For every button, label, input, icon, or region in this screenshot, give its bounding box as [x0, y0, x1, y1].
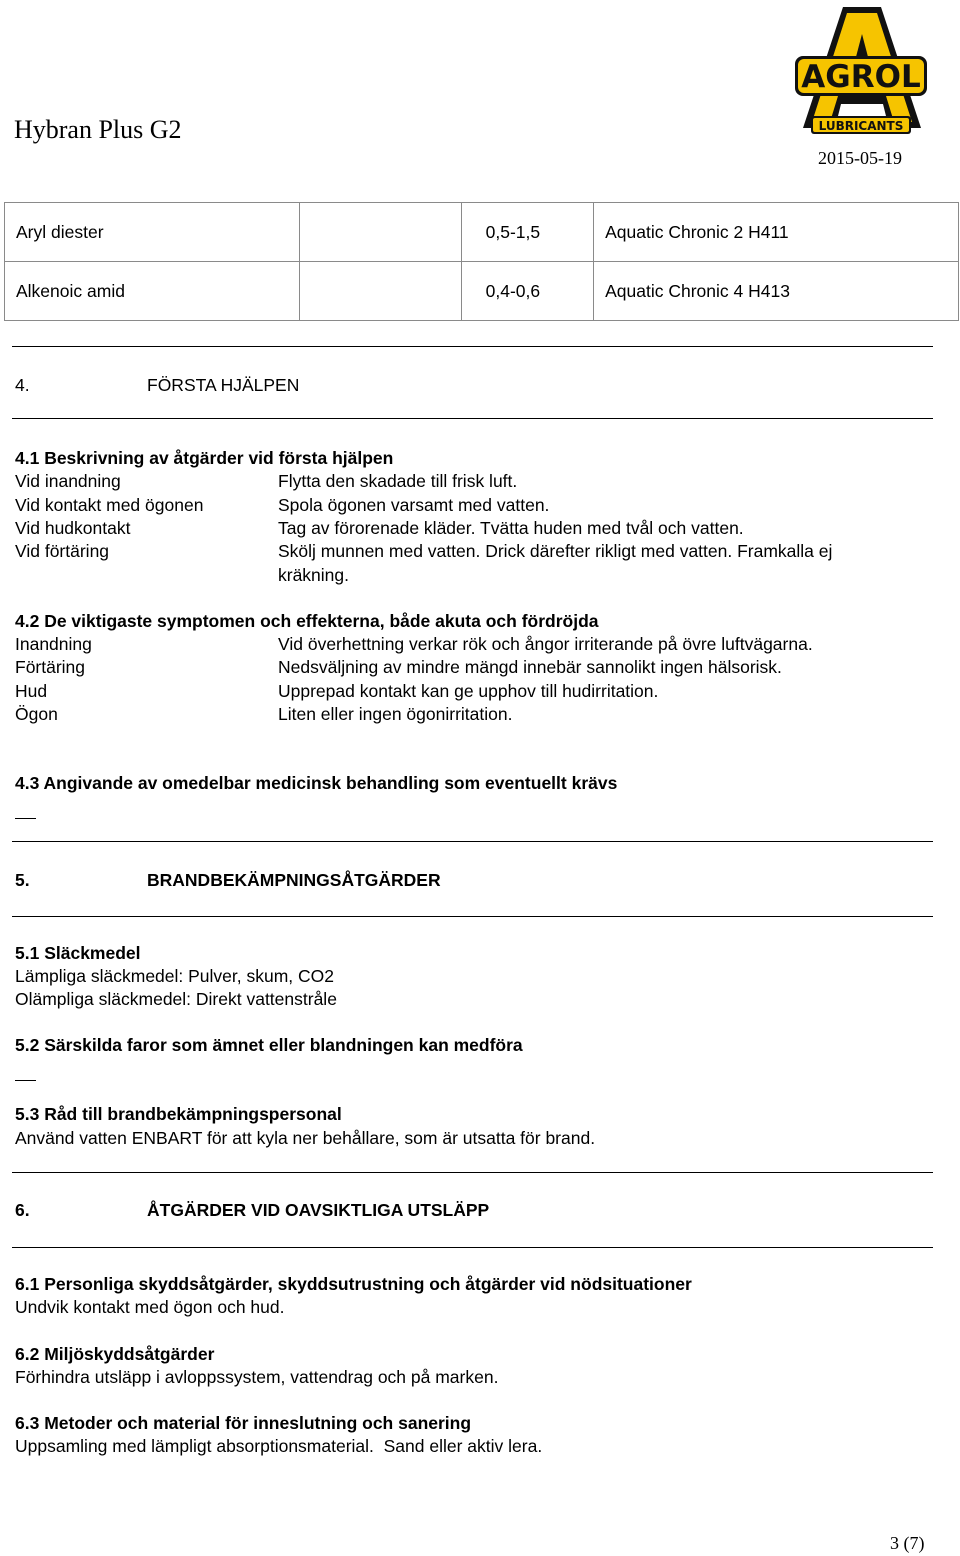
- agrol-logo: [793, 4, 929, 138]
- component-concentration: 0,5-1,5: [461, 203, 593, 262]
- components-table: [4, 202, 959, 321]
- table-row: [5, 203, 959, 262]
- subsection-6-2-heading: 6.2 Miljöskyddsåtgärder: [15, 1344, 215, 1364]
- subsection-6-1-line: Undvik kontakt med ögon och hud.: [15, 1297, 285, 1317]
- component-concentration: 0,4-0,6: [461, 262, 593, 321]
- subsection-6-2-line: Förhindra utsläpp i avloppssystem, vattendrag och på marken.: [15, 1367, 499, 1387]
- table-row: [5, 262, 959, 321]
- document-title: Hybran Plus G2: [14, 115, 182, 144]
- first-aid-text: Skölj munnen med vatten. Drick därefter rikligt med vatten. Framkalla ej: [278, 541, 833, 561]
- symptom-text: Nedsväljning av mindre mängd innebär sannolikt ingen hälsorisk.: [278, 657, 782, 677]
- subsection-5-1-line: Olämpliga släckmedel: Direkt vattenstråle: [15, 989, 337, 1009]
- section-5-number: 5.: [15, 870, 30, 890]
- document-date: 2015-05-19: [818, 148, 902, 168]
- first-aid-text-continued: kräkning.: [278, 565, 350, 585]
- first-aid-label: Vid förtäring: [15, 541, 110, 561]
- first-aid-text: Flytta den skadade till frisk luft.: [278, 471, 518, 491]
- svg-text:AGROL: AGROL: [801, 59, 921, 95]
- symptom-label: Hud: [15, 681, 48, 701]
- section-divider: [12, 1172, 933, 1173]
- subsection-5-2-heading: 5.2 Särskilda faror som ämnet eller blandningen kan medföra: [15, 1035, 523, 1055]
- component-name: Aryl diester: [5, 203, 300, 262]
- section-4-number: 4.: [15, 375, 30, 395]
- section-5-title: BRANDBEKÄMPNINGSÅTGÄRDER: [147, 870, 441, 890]
- symptom-label: Förtäring: [15, 657, 86, 677]
- symptom-label: Inandning: [15, 634, 92, 654]
- section-divider: [12, 418, 933, 419]
- first-aid-label: Vid hudkontakt: [15, 518, 131, 538]
- subsection-5-3-heading: 5.3 Råd till brandbekämpningspersonal: [15, 1104, 342, 1124]
- component-classification: Aquatic Chronic 4 H413: [594, 262, 959, 321]
- first-aid-label: Vid inandning: [15, 471, 121, 491]
- section-divider: [12, 841, 933, 842]
- symptom-text: Upprepad kontakt kan ge upphov till hudirritation.: [278, 681, 659, 701]
- section-4-title: FÖRSTA HJÄLPEN: [147, 375, 300, 395]
- symptom-text: Liten eller ingen ögonirritation.: [278, 704, 513, 724]
- page-number: 3 (7): [890, 1533, 925, 1553]
- component-name: Alkenoic amid: [5, 262, 300, 321]
- section-divider: [12, 1247, 933, 1248]
- section-divider: [12, 346, 933, 347]
- component-classification: Aquatic Chronic 2 H411: [594, 203, 959, 262]
- first-aid-label: Vid kontakt med ögonen: [15, 495, 204, 515]
- empty-cell: [300, 262, 462, 321]
- empty-cell: [300, 203, 462, 262]
- section-6-number: 6.: [15, 1200, 30, 1220]
- symptom-label: Ögon: [15, 704, 58, 724]
- first-aid-text: Spola ögonen varsamt med vatten.: [278, 495, 550, 515]
- empty-dash: [15, 806, 36, 824]
- section-divider: [12, 916, 933, 917]
- subsection-5-3-line: Använd vatten ENBART för att kyla ner behållare, som är utsatta för brand.: [15, 1128, 596, 1148]
- subsection-6-3-line: Uppsamling med lämpligt absorptionsmaterial. Sand eller aktiv lera.: [15, 1436, 543, 1456]
- subsection-5-1-heading: 5.1 Släckmedel: [15, 943, 141, 963]
- first-aid-text: Tag av förorenade kläder. Tvätta huden med tvål och vatten.: [278, 518, 744, 538]
- subsection-6-3-heading: 6.3 Metoder och material för inneslutning och sanering: [15, 1413, 472, 1433]
- section-6-title: ÅTGÄRDER VID OAVSIKTLIGA UTSLÄPP: [147, 1200, 490, 1220]
- subsection-4-1-heading: 4.1 Beskrivning av åtgärder vid första hjälpen: [15, 448, 394, 468]
- svg-text:LUBRICANTS: LUBRICANTS: [818, 119, 904, 133]
- subsection-4-3-heading: 4.3 Angivande av omedelbar medicinsk behandling som eventuellt krävs: [15, 773, 618, 793]
- symptom-text: Vid överhettning verkar rök och ångor irriterande på övre luftvägarna.: [278, 634, 813, 654]
- subsection-4-2-heading: 4.2 De viktigaste symptomen och effekterna, både akuta och fördröjda: [15, 611, 599, 631]
- subsection-6-1-heading: 6.1 Personliga skyddsåtgärder, skyddsutrustning och åtgärder vid nödsituationer: [15, 1274, 692, 1294]
- subsection-5-1-line: Lämpliga släckmedel: Pulver, skum, CO2: [15, 966, 335, 986]
- empty-dash: [15, 1068, 36, 1086]
